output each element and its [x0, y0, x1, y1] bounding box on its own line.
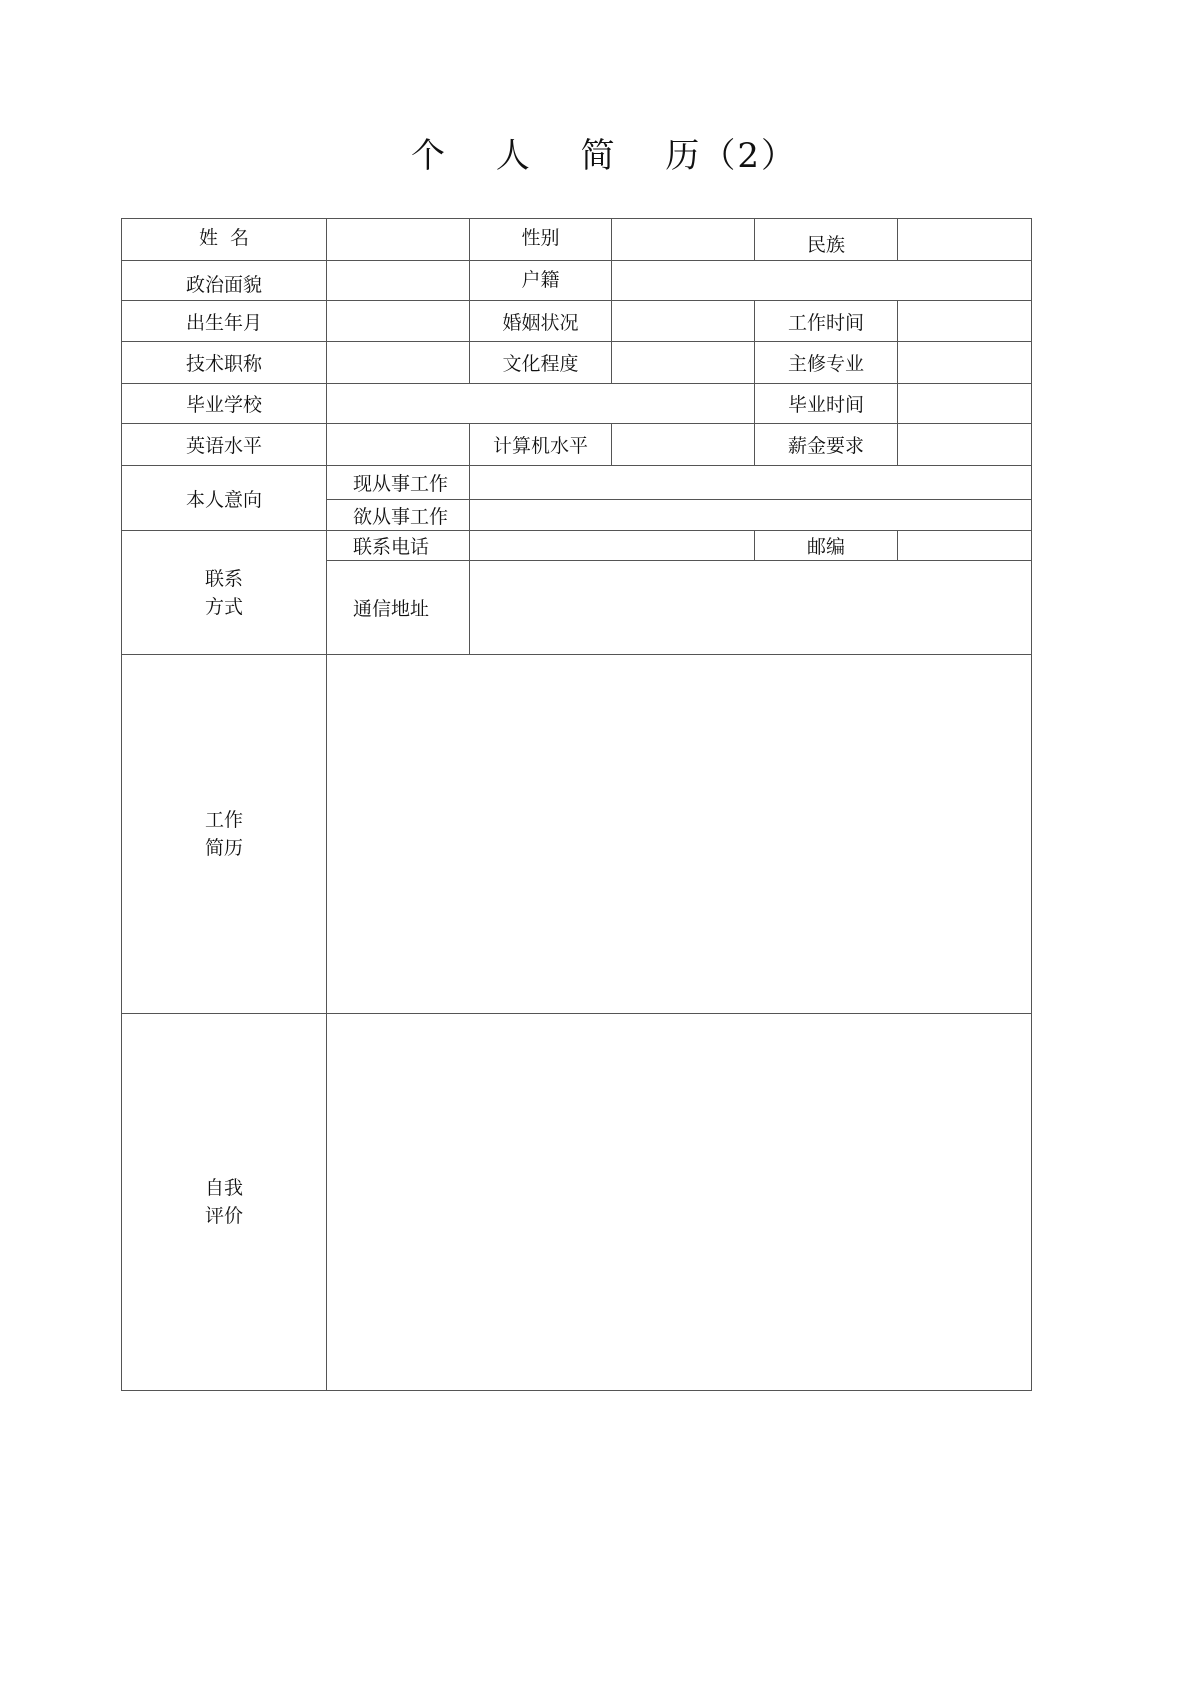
gender-label: 性别	[470, 219, 612, 261]
title-char: 人	[495, 136, 532, 176]
row-self-evaluation	[122, 1014, 1032, 1391]
work-history-line2: 简历	[204, 837, 243, 859]
contact-label-line2: 方式	[204, 595, 243, 618]
row-work-history	[122, 655, 1032, 1014]
grad-time-label: 毕业时间	[755, 384, 898, 424]
marital-label: 婚姻状况	[470, 301, 612, 342]
computer-label: 计算机水平	[470, 424, 612, 466]
self-eval-line2: 评价	[204, 1205, 243, 1227]
work-history-value[interactable]	[327, 655, 1032, 1014]
phone-value[interactable]	[470, 531, 755, 561]
gender-value[interactable]	[612, 219, 755, 261]
page-title	[0, 128, 1190, 177]
self-eval-line1: 自我	[204, 1177, 243, 1199]
major-label: 主修专业	[755, 342, 898, 384]
phone-label: 联系电话	[327, 531, 470, 561]
computer-value[interactable]	[612, 424, 755, 466]
row-current-job	[122, 466, 1032, 500]
row-school	[122, 384, 1032, 424]
title-char: 历	[665, 136, 702, 176]
current-job-label: 现从事工作	[327, 466, 470, 500]
work-history-label	[122, 655, 327, 1014]
school-label: 毕业学校	[122, 384, 327, 424]
political-value[interactable]	[327, 261, 470, 301]
school-value[interactable]	[327, 384, 755, 424]
education-label: 文化程度	[470, 342, 612, 384]
english-value[interactable]	[327, 424, 470, 466]
postcode-value[interactable]	[898, 531, 1032, 561]
postcode-label: 邮编	[755, 531, 898, 561]
row-phone	[122, 531, 1032, 561]
english-label: 英语水平	[122, 424, 327, 466]
row-name	[122, 219, 1032, 261]
tech-title-label: 技术职称	[122, 342, 327, 384]
title-suffix: （2）	[701, 136, 798, 176]
current-job-value[interactable]	[470, 466, 1032, 500]
education-value[interactable]	[612, 342, 755, 384]
address-value[interactable]	[470, 561, 1032, 655]
contact-label-line1: 联系	[204, 567, 243, 590]
desired-job-value[interactable]	[470, 500, 1032, 531]
ethnicity-label: 民族	[755, 219, 898, 261]
name-value[interactable]	[327, 219, 470, 261]
address-label: 通信地址	[327, 561, 470, 655]
work-time-value[interactable]	[898, 301, 1032, 342]
grad-time-value[interactable]	[898, 384, 1032, 424]
political-label: 政治面貌	[122, 261, 327, 301]
birth-value[interactable]	[327, 301, 470, 342]
resume-form-table	[121, 218, 1032, 1391]
hukou-value[interactable]	[612, 261, 1032, 301]
work-history-line1: 工作	[204, 809, 243, 831]
intention-label: 本人意向	[122, 466, 327, 531]
tech-title-value[interactable]	[327, 342, 470, 384]
birth-label: 出生年月	[122, 301, 327, 342]
name-label: 姓 名	[122, 219, 327, 261]
contact-label	[122, 531, 327, 655]
work-time-label: 工作时间	[755, 301, 898, 342]
self-eval-label	[122, 1014, 327, 1391]
desired-job-label: 欲从事工作	[327, 500, 470, 531]
salary-value[interactable]	[898, 424, 1032, 466]
row-skills	[122, 424, 1032, 466]
self-eval-value[interactable]	[327, 1014, 1032, 1391]
major-value[interactable]	[898, 342, 1032, 384]
title-char: 简	[580, 136, 617, 176]
salary-label: 薪金要求	[755, 424, 898, 466]
row-birth	[122, 301, 1032, 342]
row-tech	[122, 342, 1032, 384]
hukou-label: 户籍	[470, 261, 612, 301]
ethnicity-value[interactable]	[898, 219, 1032, 261]
row-political	[122, 261, 1032, 301]
title-char: 个	[410, 136, 447, 176]
marital-value[interactable]	[612, 301, 755, 342]
